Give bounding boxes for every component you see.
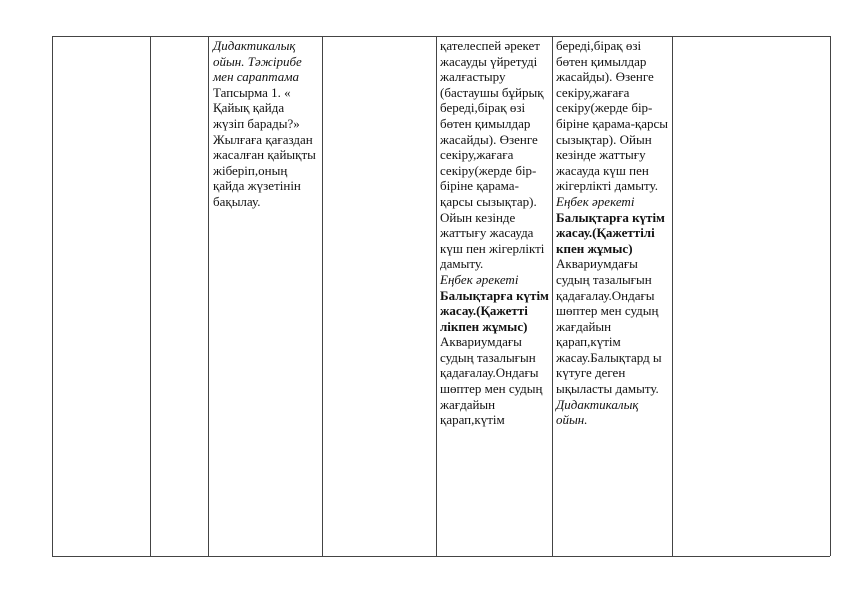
table-col-divider bbox=[830, 36, 831, 556]
didactic-game-body: Тапсырма 1. « Қайық қайда жүзіп барады?» Жылғаға қағаздан жасалған қайықты жіберіп,оның қайда жүзетінін бақылау. bbox=[213, 84, 316, 209]
work-activity-text: Аквариумдағы судың тазалығын қадағалау.Ондағы шөптер мен судың жағдайын қарап,күтім жасау.Балықтард ы күтуге деген ықыласты дамыту. bbox=[556, 256, 662, 397]
table-col-divider bbox=[322, 36, 323, 556]
table-col-divider bbox=[436, 36, 437, 556]
table-cell-activity bbox=[440, 38, 550, 428]
work-activity-title: Еңбек әрекеті bbox=[440, 271, 519, 287]
work-activity-title: Еңбек әрекеті bbox=[556, 193, 635, 209]
work-activity-text: Аквариумдағы судың тазалығын қадағалау.Ондағы шөптер мен судың жағдайын қарап,күтім bbox=[440, 334, 543, 428]
table-col-divider bbox=[552, 36, 553, 556]
table-cell-activity-2 bbox=[556, 38, 670, 428]
work-activity-heading: Балықтарға күтім жасау.(Қажеттілі кпен жұмыс) bbox=[556, 209, 665, 256]
table-cell-didactic bbox=[213, 38, 317, 210]
table-col-divider bbox=[150, 36, 151, 556]
table-col-divider bbox=[52, 36, 53, 556]
activity-text: береді,бірақ өзі бөтен қимылдар жасайды). Өзенге секіру,жағаға секіру(жерде бір-біріне қарама-қарсы сызықтар). Ойын кезінде жаттығу жасауда күш пен жігерлікті дамыту. bbox=[556, 38, 668, 194]
didactic-game-title: Дидактикалық ойын. Тәжірибе мен сараптама bbox=[213, 38, 302, 85]
table-col-divider bbox=[672, 36, 673, 556]
didactic-game-end: Дидактикалық ойын. bbox=[556, 396, 639, 428]
table-top-border bbox=[52, 36, 830, 37]
activity-text: қателеспей әрекет жасауды үйретуді жалғастыру (бастаушы бұйрық береді,бірақ өзі бөтен қимылдар жасайды). Өзенге секіру,жағаға секіру(жерде бір-біріне қарама-қарсы сызықтар). Ойын кезінде жаттығу жасауда күш пен жігерлікті дамыту. bbox=[440, 38, 545, 272]
table-col-divider bbox=[208, 36, 209, 556]
work-activity-heading: Балықтарға күтім жасау.(Қажетті лікпен жұмыс) bbox=[440, 287, 549, 334]
table-bottom-border bbox=[52, 556, 830, 557]
